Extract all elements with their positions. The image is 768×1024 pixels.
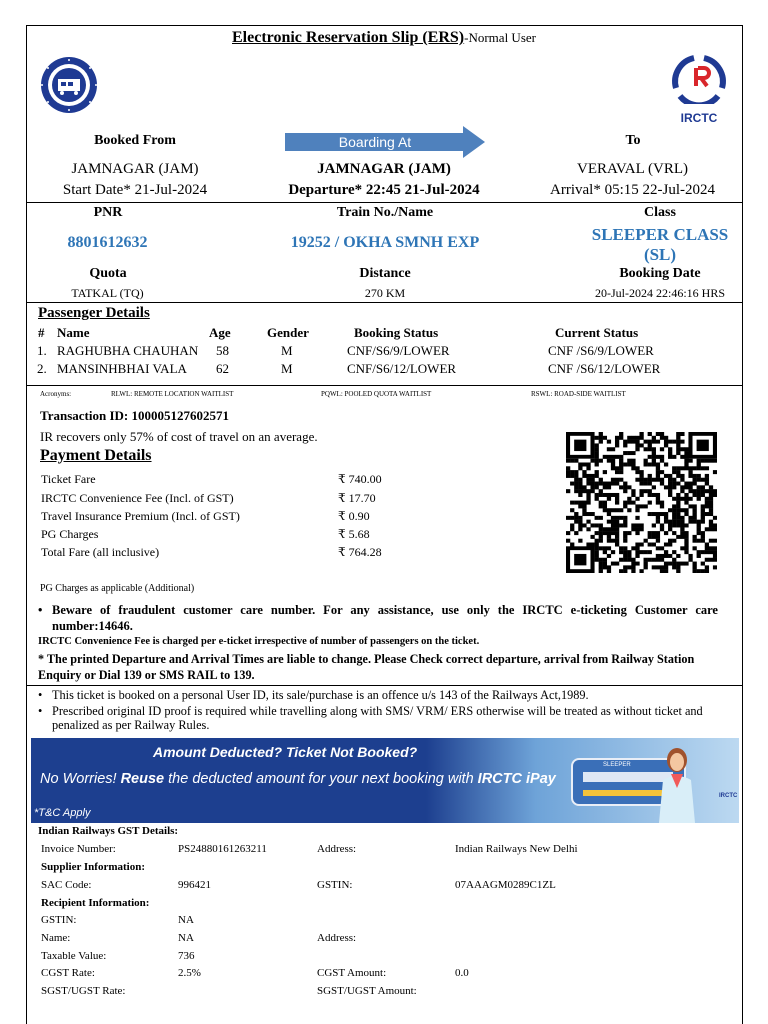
banner-reuse: Reuse	[120, 771, 165, 787]
cgst-rate-label: CGST Rate:	[41, 967, 95, 979]
legal-bullet-1: • This ticket is booked on a personal User ID, its sale/purchase is an offence u/s 143 of the Railways Act,1989.	[38, 688, 589, 702]
supplier-title: Supplier Information:	[41, 861, 146, 873]
fraud-notice-text: Beware of fraudulent customer care number. For any assistance, use only the IRCTC e-ticketing Customer care number:14646.	[52, 603, 718, 633]
acronym-rlwl: RLWL: REMOTE LOCATION WAITLIST	[111, 390, 234, 398]
recipient-gstin-label: GSTIN:	[41, 914, 77, 926]
divider-journey	[26, 202, 743, 203]
pg-charges-note: PG Charges as applicable (Additional)	[40, 583, 195, 594]
quota-label: Quota	[89, 266, 127, 281]
to-station: VERAVAL (VRL)	[577, 161, 688, 177]
recipient-gstin-value: NA	[178, 914, 194, 926]
start-date: Start Date* 21-Jul-2024	[62, 182, 208, 198]
passenger-age: 62	[216, 361, 229, 376]
banner-no-worries: No Worries!	[40, 771, 117, 787]
address-label: Address:	[317, 843, 357, 855]
recipient-name-value: NA	[178, 932, 194, 944]
passenger-age: 58	[216, 343, 229, 358]
woman-illustration	[649, 744, 705, 823]
payment-label: IRCTC Convenience Fee (Incl. of GST)	[41, 491, 234, 505]
taxable-value: 736	[178, 950, 195, 962]
booking-date-value: 20-Jul-2024 22:46:16 HRS	[594, 286, 725, 300]
payment-label: Ticket Fare	[41, 472, 96, 486]
departure-time: Departure* 22:45 21-Jul-2024	[288, 182, 480, 198]
passenger-current-status: CNF /S6/12/LOWER	[548, 361, 661, 376]
booked-from-label: Booked From	[94, 133, 176, 148]
col-age: Age	[209, 325, 231, 340]
qr-code	[566, 432, 717, 573]
payment-value: ₹ 0.90	[338, 509, 370, 523]
class-label: Class	[644, 205, 676, 220]
cgst-amount-label: CGST Amount:	[317, 967, 387, 979]
passenger-current-status: CNF /S6/9/LOWER	[548, 343, 654, 358]
distance-label: Distance	[359, 266, 411, 281]
divider-notices	[26, 685, 743, 686]
boarding-station: JAMNAGAR (JAM)	[317, 161, 451, 177]
sgst-amount-label: SGST/UGST Amount:	[317, 985, 417, 997]
banner-headline: Amount Deducted? Ticket Not Booked?	[153, 744, 418, 760]
recipient-title: Recipient Information:	[41, 897, 150, 909]
gstin-value: 07AAAGM0289C1ZL	[455, 879, 556, 891]
pnr-value: 8801612632	[67, 234, 148, 251]
col-gender: Gender	[267, 325, 309, 340]
booking-date-label: Booking Date	[619, 266, 701, 281]
transaction-id: Transaction ID: 100005127602571	[40, 408, 229, 423]
passenger-num: 2.	[37, 361, 47, 376]
banner-tnc: *T&C Apply	[34, 807, 91, 819]
sac-label: SAC Code:	[41, 879, 92, 891]
recipient-address-label: Address:	[317, 932, 357, 944]
payment-value: ₹ 5.68	[338, 527, 370, 541]
printed-times-notice: * The printed Departure and Arrival Times are liable to change. Please Check correct departure, arrival from Railway Station Enquiry or Dial 139 or SMS RAIL to 139.	[38, 652, 695, 682]
arrival-time: Arrival* 05:15 22-Jul-2024	[550, 182, 715, 198]
address-value: Indian Railways New Delhi	[455, 843, 578, 855]
divider-passengers	[26, 385, 743, 386]
payment-label: PG Charges	[41, 527, 99, 541]
to-label: To	[625, 133, 641, 148]
banner-tagline	[40, 771, 556, 787]
taxable-value-label: Taxable Value:	[41, 950, 107, 962]
sac-value: 996421	[178, 879, 211, 891]
banner-tagline-middle: the deducted amount for your next booking with	[168, 771, 474, 787]
passenger-name: RAGHUBHA CHAUHAN	[57, 343, 199, 358]
recipient-name-label: Name:	[41, 932, 71, 944]
payment-value: ₹ 764.28	[338, 545, 382, 559]
col-current-status: Current Status	[555, 325, 639, 340]
sgst-rate-label: SGST/UGST Rate:	[41, 985, 126, 997]
distance-value: 270 KM	[364, 286, 406, 300]
ers-subtitle: -Normal User	[464, 30, 536, 45]
boarding-at-arrow	[285, 126, 485, 158]
col-num: #	[38, 325, 45, 340]
from-station: JAMNAGAR (JAM)	[71, 161, 199, 177]
boarding-at-label: Boarding At	[338, 134, 412, 150]
indian-railways-logo	[38, 56, 100, 114]
payment-value: ₹ 740.00	[338, 472, 382, 486]
cgst-rate-value: 2.5%	[178, 967, 201, 979]
coach-label: SLEEPER	[603, 762, 631, 768]
class-value: SLEEPER CLASS	[591, 225, 729, 244]
col-booking-status: Booking Status	[354, 325, 439, 340]
passenger-booking-status: CNF/S6/12/LOWER	[347, 361, 457, 376]
cgst-amount-value: 0.0	[455, 967, 469, 979]
gstin-label: GSTIN:	[317, 879, 353, 891]
quota-value: TATKAL (TQ)	[71, 286, 144, 300]
acronym-rswl: RSWL: ROAD-SIDE WAITLIST	[531, 390, 626, 398]
invoice-label: Invoice Number:	[41, 843, 116, 855]
passenger-details-title: Passenger Details	[38, 305, 150, 321]
legal-bullet-2-text: Prescribed original ID proof is required while travelling along with SMS/ VRM/ ERS otherwise will be treated as without ticket and penalized as per Railway Rules.	[52, 704, 703, 732]
payment-label: Travel Insurance Premium (Incl. of GST)	[41, 509, 240, 523]
train-value: 19252 / OKHA SMNH EXP	[290, 234, 480, 251]
page-title	[0, 29, 768, 47]
payment-value: ₹ 17.70	[338, 491, 376, 505]
passenger-num: 1.	[37, 343, 47, 358]
invoice-value: PS24880161263211	[178, 843, 267, 855]
train-label: Train No./Name	[336, 205, 434, 220]
banner-ipay: IRCTC iPay	[477, 771, 556, 787]
banner-irctc-logo: IRCTC	[719, 793, 738, 799]
col-name: Name	[57, 325, 90, 340]
legal-bullet-1-text: This ticket is booked on a personal User ID, its sale/purchase is an offence u/s 143 of the Railways Act,1989.	[52, 688, 589, 702]
passenger-booking-status: CNF/S6/9/LOWER	[347, 343, 450, 358]
passenger-name: MANSINHBHAI VALA	[57, 361, 187, 376]
divider-ticket	[26, 302, 743, 303]
payment-label: Total Fare (all inclusive)	[41, 545, 160, 559]
ers-title: Electronic Reservation Slip (ERS)	[232, 29, 465, 46]
irctc-logo	[664, 50, 734, 125]
acronym-pqwl: PQWL: POOLED QUOTA WAITLIST	[321, 390, 432, 398]
irctc-logo-text: IRCTC	[680, 111, 718, 125]
class-code: (SL)	[643, 245, 677, 264]
convenience-fee-notice: IRCTC Convenience Fee is charged per e-ticket irrespective of number of passengers on the ticket.	[38, 636, 480, 647]
passenger-gender: M	[281, 343, 293, 358]
fraud-notice: • Beware of fraudulent customer care number. For any assistance, use only the IRCTC e-ticketing Customer care number:14646.	[38, 603, 718, 633]
irctc-ipay-banner[interactable]	[31, 738, 739, 823]
passenger-gender: M	[281, 361, 293, 376]
legal-bullet-2: • Prescribed original ID proof is required while travelling along with SMS/ VRM/ ERS otherwise will be treated as without ticket and penalized as per Railway Rules.	[38, 704, 703, 732]
ir-recovers-note: IR recovers only 57% of cost of travel on an average.	[40, 429, 318, 444]
gst-title: Indian Railways GST Details:	[38, 825, 179, 837]
pnr-label: PNR	[93, 205, 123, 220]
payment-details-title: Payment Details	[40, 447, 152, 464]
acronyms-label: Acronyms:	[40, 390, 72, 398]
